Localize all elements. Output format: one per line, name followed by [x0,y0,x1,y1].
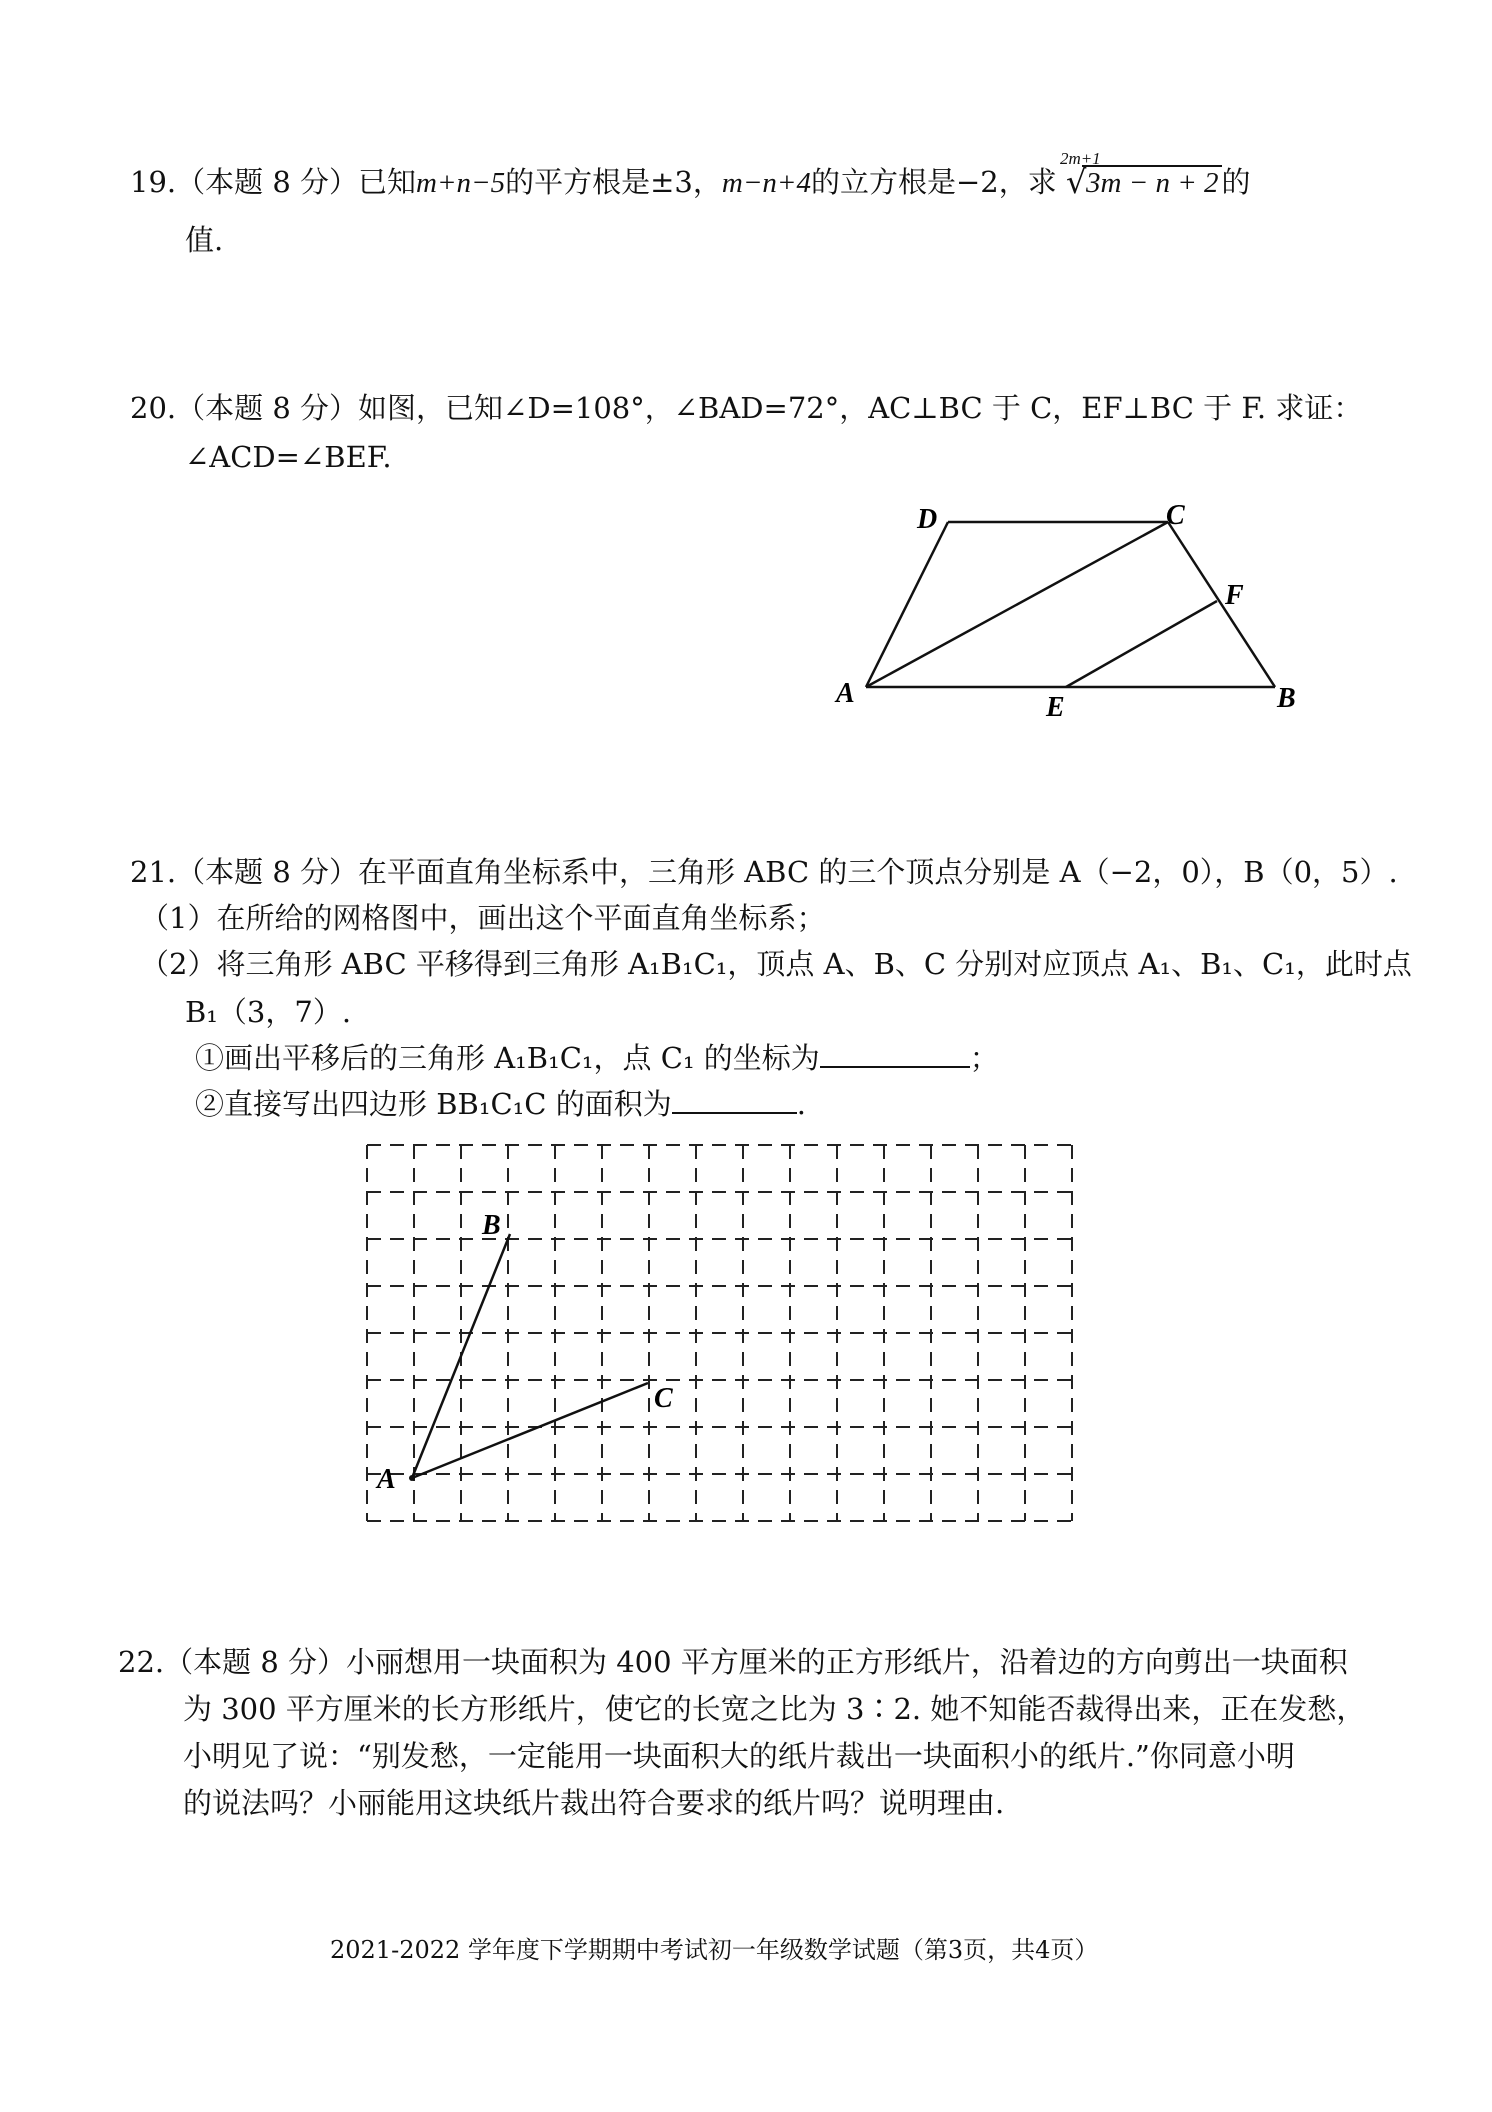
q21-sub-2-text: ②直接写出四边形 BB₁C₁C 的面积为 [195,1087,672,1121]
label-b: B [1277,683,1296,714]
q21-number: 21. [130,855,177,889]
q19-text-4: 的 [1221,165,1251,199]
q19-radical [1059,149,1222,201]
q21-sub-2-end: . [796,1087,806,1121]
dashed-grid [367,1145,1072,1521]
segment-cb [1168,522,1275,687]
q20-score: （本题 8 分） [176,391,359,425]
q19-line-2: 值. [185,223,224,257]
q21-sub-2 [195,1082,806,1123]
q22-line-4: 的说法吗？小丽能用这块纸片裁出符合要求的纸片吗？说明理由. [183,1786,1005,1820]
q21-answer-blank-1 [820,1066,970,1068]
q20-line-2: ∠ACD=∠BEF. [185,440,392,474]
q22-number: 22. [118,1645,165,1679]
q21-part-2a: （2）将三角形 ABC 平移得到三角形 A₁B₁C₁，顶点 A、B、C 分别对应顶点 A₁、B₁、C₁，此时点 [140,947,1412,981]
label-c: C [1166,500,1185,531]
q22-line-1 [118,1640,1348,1681]
page-footer: 2021-2022 学年度下学期期中考试初一年级数学试题（第3页，共4页） [330,1936,1099,1964]
point-a [409,1475,415,1481]
q19-radicand: 3m − n + 2 [1082,165,1222,199]
q20-line-1 [130,386,1362,427]
segment-ac [412,1383,648,1478]
q19-text-3: 的立方根是−2，求 [810,165,1057,199]
q21-score: （本题 8 分） [176,855,359,889]
q21-line-1 [130,850,1398,891]
q19-score: （本题 8 分） [176,165,359,199]
label-b: B [482,1210,501,1241]
q19-root-index: 2m+1 [1059,149,1101,168]
label-a: A [836,678,855,709]
q22-line-3: 小明见了说：“别发愁，一定能用一块面积大的纸片裁出一块面积小的纸片.”你同意小明 [183,1739,1295,1773]
q22-line-2: 为 300 平方厘米的长方形纸片，使它的长宽之比为 3∶2. 她不知能否裁得出来，正在发愁， [183,1692,1366,1726]
q21-part-2b: B₁（3，7）. [185,995,352,1029]
q21-part-1: （1）在所给的网格图中，画出这个平面直角坐标系； [140,901,826,935]
q21-sub-1-end: ； [969,1041,999,1075]
q19-line-1 [130,149,1251,201]
q20-number: 20. [130,391,177,425]
radical-sign-icon: √ [1065,163,1087,201]
q20-text-1: 如图，已知∠D=108°，∠BAD=72°，AC⊥BC 于 C，EF⊥BC 于 F. 求证： [358,391,1363,425]
segment-ef [1066,601,1217,687]
q21-sub-1-text: ①画出平移后的三角形 A₁B₁C₁，点 C₁ 的坐标为 [195,1041,820,1075]
q19-text-2: 的平方根是±3， [505,165,722,199]
q22-score: （本题 8 分） [164,1645,347,1679]
segment-ac [866,522,1168,687]
q20-figure [820,490,1320,730]
q19-text-1: 已知 [358,165,417,199]
q21-sub-1 [195,1036,999,1077]
q21-text-1: 在平面直角坐标系中，三角形 ABC 的三个顶点分别是 A（−2，0），B（0，5）. [358,855,1398,889]
segment-da [866,522,948,687]
q21-grid-figure [355,1130,1095,1540]
label-c: C [654,1383,673,1414]
q19-expr-2: m−n+4 [721,167,811,199]
label-f: F [1225,580,1244,611]
label-e: E [1046,692,1065,723]
q19-number: 19. [130,165,177,199]
q21-answer-blank-2 [672,1112,797,1114]
q22-text-1: 小丽想用一块面积为 400 平方厘米的正方形纸片，沿着边的方向剪出一块面积 [346,1645,1348,1679]
label-a: A [377,1464,396,1495]
label-d: D [917,504,938,535]
q19-expr-1: m+n−5 [416,167,506,199]
